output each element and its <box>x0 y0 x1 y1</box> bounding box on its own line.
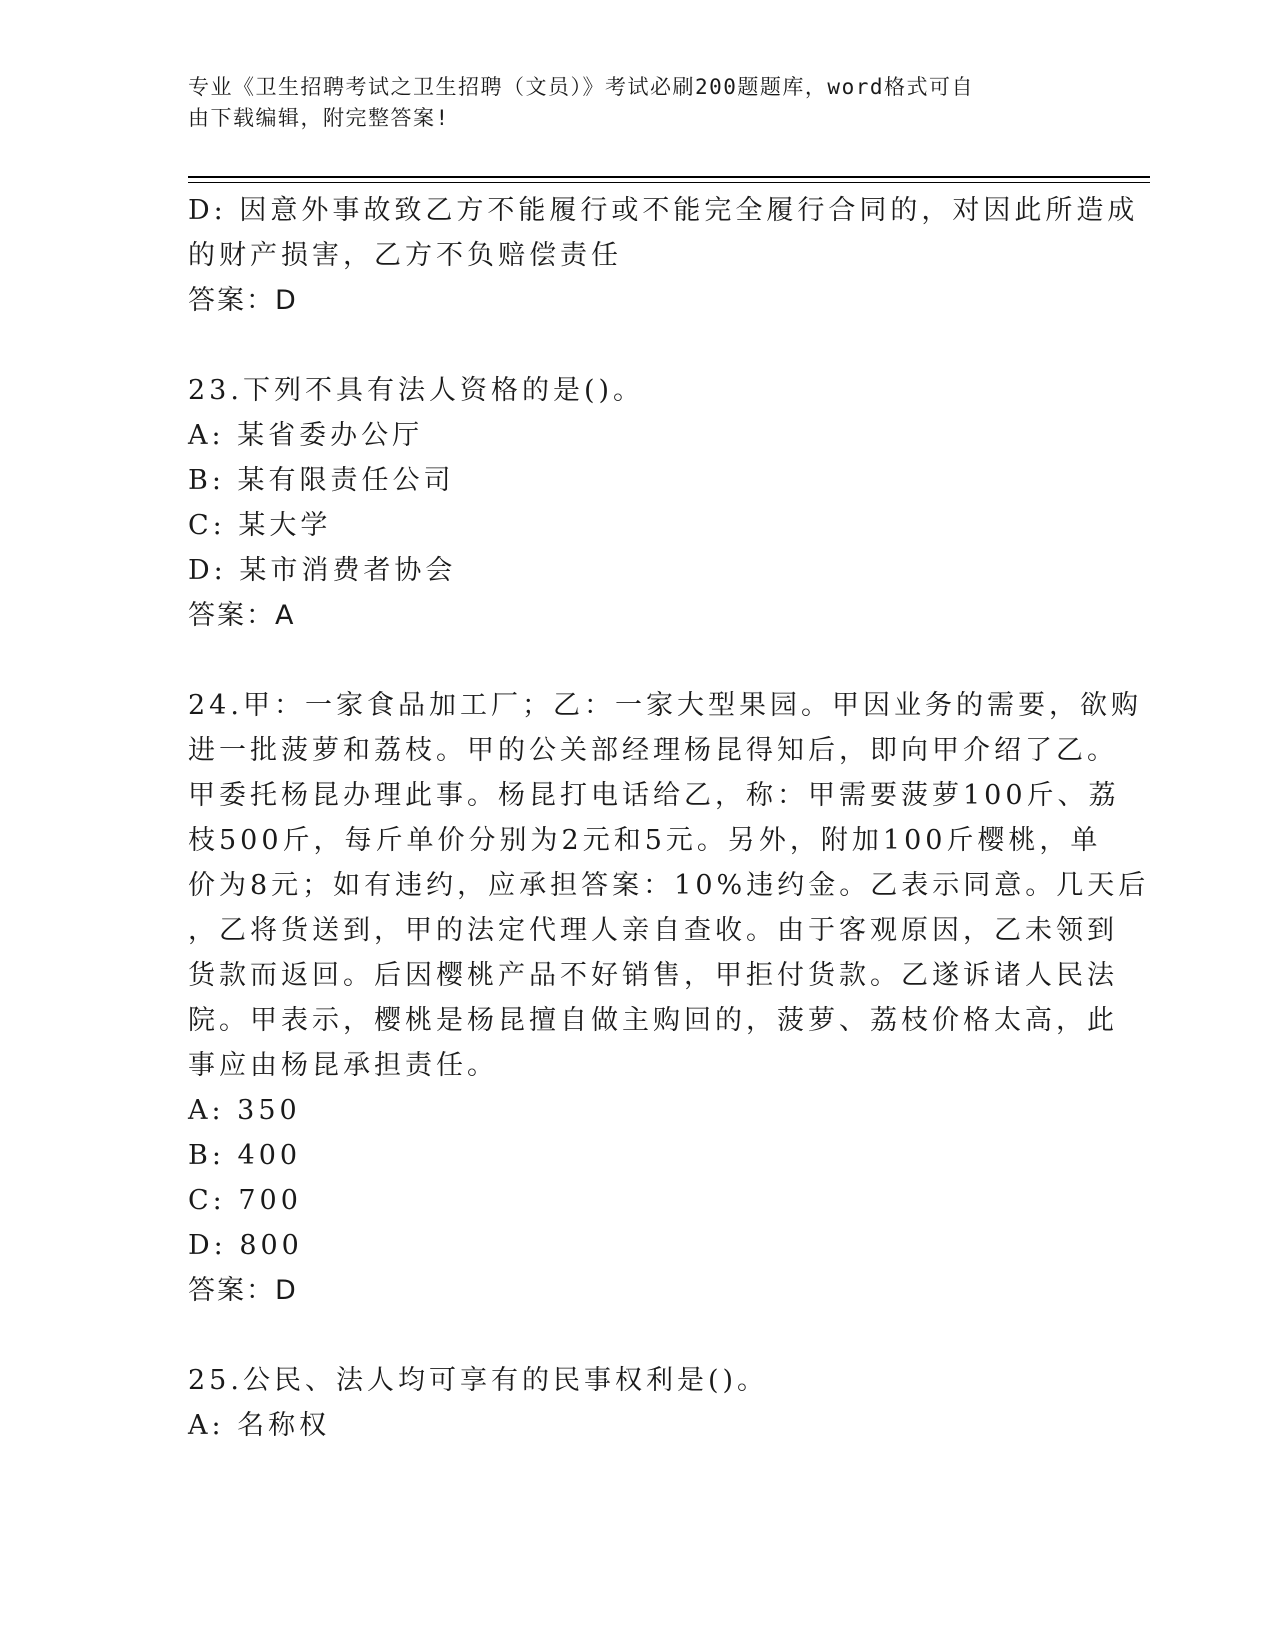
document-body <box>188 188 1150 1448</box>
option-d-line-1: D: 因意外事故致乙方不能履行或不能完全履行合同的，对因此所造成 <box>188 195 1139 226</box>
question-25-stem: 25.公民、法人均可享有的民事权利是()。 <box>188 1365 769 1396</box>
question-24-stem-line: 院。甲表示，樱桃是杨昆擅自做主购回的，菠萝、荔枝价格太高，此 <box>188 1005 1118 1036</box>
question-24-option-a: A: 350 <box>188 1095 301 1126</box>
question-24-stem-line: 24.甲：一家食品加工厂；乙：一家大型果园。甲因业务的需要，欲购 <box>188 690 1142 721</box>
header-rule-thick <box>188 176 1150 178</box>
option-d-line-2: 的财产损害，乙方不负赔偿责任 <box>188 240 622 271</box>
answer-23: 答案：A <box>188 600 296 631</box>
question-24-stem-line: 事应由杨昆承担责任。 <box>188 1050 498 1081</box>
question-24-option-c: C: 700 <box>188 1185 302 1216</box>
question-24-stem-line: 枝500斤，每斤单价分别为2元和5元。另外，附加100斤樱桃，单 <box>188 825 1102 856</box>
question-23-option-b: B: 某有限责任公司 <box>188 465 455 496</box>
header-rule-thin <box>188 182 1150 183</box>
question-24-stem-line: ，乙将货送到，甲的法定代理人亲自查收。由于客观原因，乙未领到 <box>188 915 1118 946</box>
question-24-stem-line: 价为8元；如有违约，应承担答案：10%违约金。乙表示同意。几天后 <box>188 870 1150 901</box>
question-23-option-d: D: 某市消费者协会 <box>188 555 457 586</box>
answer-22: 答案：D <box>188 285 298 316</box>
header-line-2: 由下载编辑，附完整答案! <box>188 106 450 130</box>
question-24-stem-line: 货款而返回。后因樱桃产品不好销售，甲拒付货款。乙遂诉诸人民法 <box>188 960 1118 991</box>
question-24-stem-line: 甲委托杨昆办理此事。杨昆打电话给乙，称：甲需要菠萝100斤、荔 <box>188 780 1120 811</box>
header-line-1: 专业《卫生招聘考试之卫生招聘（文员）》考试必刷200题题库，word格式可自 <box>188 75 974 99</box>
question-24-option-b: B: 400 <box>188 1140 302 1171</box>
question-24-stem-line: 进一批菠萝和荔枝。甲的公关部经理杨昆得知后，即向甲介绍了乙。 <box>188 735 1118 766</box>
answer-24: 答案：D <box>188 1275 298 1306</box>
question-23-option-c: C: 某大学 <box>188 510 332 541</box>
question-23-option-a: A: 某省委办公厅 <box>188 420 424 451</box>
question-23-stem: 23.下列不具有法人资格的是()。 <box>188 375 645 406</box>
question-24-option-d: D: 800 <box>188 1230 303 1261</box>
document-header <box>188 72 1068 134</box>
question-25-option-a: A: 名称权 <box>188 1410 331 1441</box>
